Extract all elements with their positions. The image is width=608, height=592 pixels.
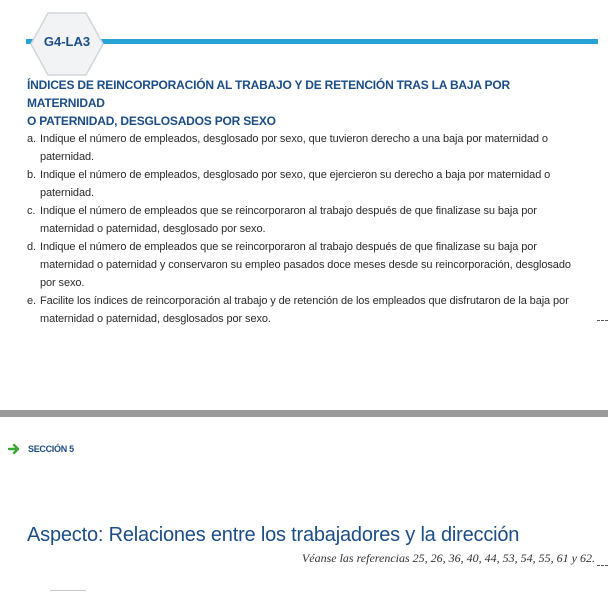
indicator-heading bbox=[27, 76, 587, 130]
item-line: por sexo. bbox=[40, 277, 85, 289]
heading-line: O PATERNIDAD, DESGLOSADOS POR SEXO bbox=[27, 114, 276, 128]
divider bbox=[50, 590, 86, 591]
item-line: paternidad. bbox=[40, 151, 94, 163]
dashed-end-mark bbox=[597, 565, 608, 566]
item-line: Indique el número de empleados que se reincorporaron al trabajo después de que finalizase su baja por bbox=[40, 205, 537, 217]
indicator-code: G4-LA3 bbox=[43, 34, 91, 49]
aspect-title: Aspecto: Relaciones entre los trabajadores y la dirección bbox=[27, 524, 520, 546]
item-marker: c. bbox=[27, 205, 36, 217]
page-divider-band bbox=[0, 410, 608, 417]
item-marker: e. bbox=[27, 295, 36, 307]
list-item bbox=[27, 238, 602, 292]
list-item bbox=[27, 130, 602, 166]
item-line: maternidad o paternidad y conservaron su empleo pasados doce meses desde su reincorporación, desglosado bbox=[40, 259, 571, 271]
item-line: Facilite los índices de reincorporación al trabajo y de retención de los empleados que disfrutaron de la baja por bbox=[40, 295, 569, 307]
item-line: maternidad o paternidad, desglosado por sexo. bbox=[40, 223, 266, 235]
item-line: Indique el número de empleados que se reincorporaron al trabajo después de que finalizase su baja por bbox=[40, 241, 537, 253]
header-blue-rule bbox=[26, 39, 598, 44]
item-line: Indique el número de empleados, desglosado por sexo, que ejercieron su derecho a baja por maternidad o bbox=[40, 169, 551, 181]
item-line: maternidad o paternidad, desglosados por sexo. bbox=[40, 313, 271, 325]
dashed-end-mark bbox=[597, 320, 608, 321]
requirements-list bbox=[27, 130, 602, 328]
item-marker: d. bbox=[27, 241, 36, 253]
heading-line: ÍNDICES DE REINCORPORACIÓN AL TRABAJO Y DE RETENCIÓN TRAS LA BAJA POR MATERNIDAD bbox=[27, 78, 510, 110]
item-line: paternidad. bbox=[40, 187, 94, 199]
list-item bbox=[27, 166, 602, 202]
arrow-right-icon bbox=[8, 443, 22, 455]
indicator-hexagon bbox=[30, 12, 104, 76]
item-marker: a. bbox=[27, 133, 36, 145]
section-label[interactable]: SECCIÓN 5 bbox=[28, 444, 74, 454]
item-marker: b. bbox=[27, 169, 36, 181]
section-nav[interactable] bbox=[8, 443, 74, 455]
list-item bbox=[27, 202, 602, 238]
list-item bbox=[27, 292, 602, 328]
references-note: Véanse las referencias 25, 26, 36, 40, 44, 53, 54, 55, 61 y 62. bbox=[301, 551, 595, 565]
item-line: Indique el número de empleados, desglosado por sexo, que tuvieron derecho a una baja por maternidad o bbox=[40, 133, 548, 145]
